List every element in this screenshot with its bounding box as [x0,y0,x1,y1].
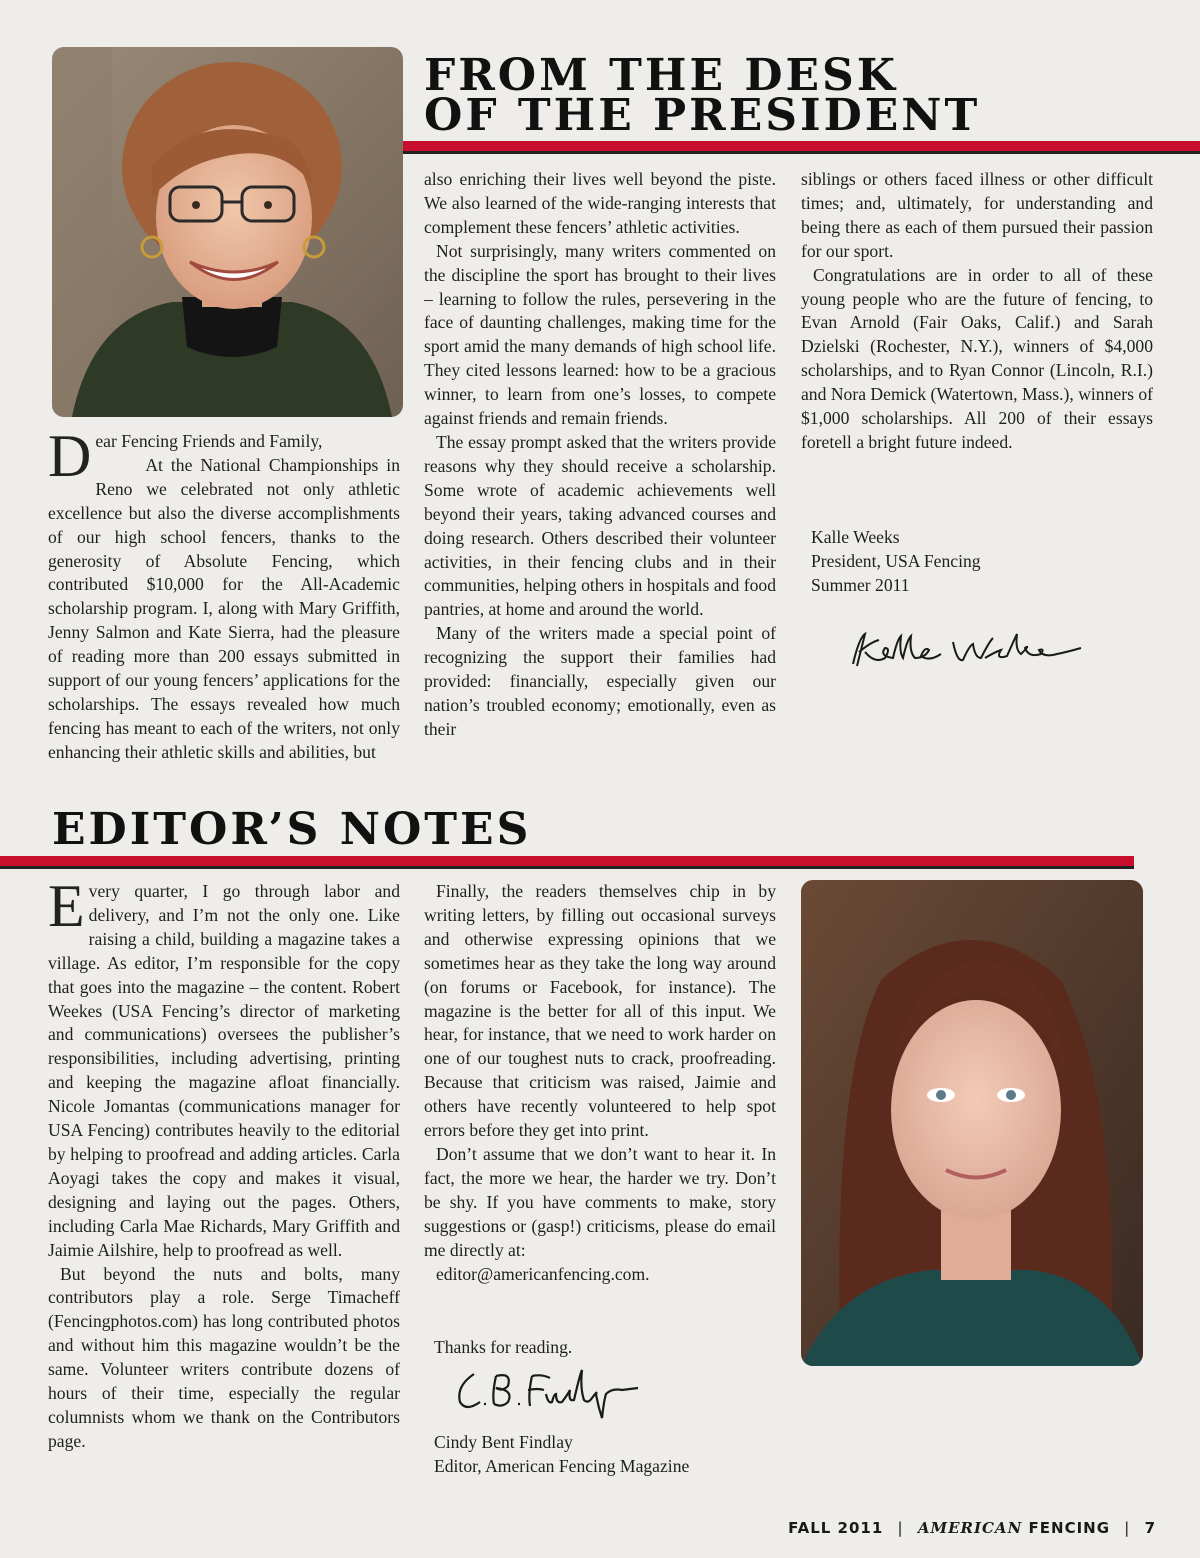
editor-thanks: Thanks for reading. [434,1337,573,1357]
editor-signoff [434,1430,689,1478]
president-paragraph-4: Many of the writers made a special point of recognizing the support their families had provided: financially, especially given our nation’s troubled economy; emotionally, even as their [424,623,776,739]
editor-signature-image [452,1364,642,1424]
page-footer [788,1519,1156,1537]
president-paragraph-2: Not surprisingly, many writers commented on the discipline the sport has brought to their lives – learning to follow the rules, persevering in the face of daunting challenges, making time for the sport amid the many demands of high school life. They cited lessons learned: how to be a gracious winner, to learn from one’s losses, to compete against friends and remain friends. [424,240,776,429]
editor-paragraph-1 [48,873,400,1263]
president-salutation [48,423,400,489]
president-signoff-title: President, USA Fencing [811,551,981,571]
editor-heading: EDITOR’S NOTES [52,804,532,855]
president-photo [52,47,403,417]
editor-column-1 [48,873,400,1454]
president-heading-rule [403,141,1200,151]
footer-brand-italic: AMERICAN [917,1519,1023,1537]
president-paragraph-3: The essay prompt asked that the writers provide reasons why they should receive a scholarship. Some wrote of academic achievements well beyond their years, taking advanced courses and doing research. Others described their volunteer activities, in their fencing clubs and in their communities, helping others in hospitals and food pantries, at home and around the world. [424,431,776,620]
president-column-3 [801,168,1153,455]
editor-paragraph-3: Finally, the readers themselves chip in by writing letters, by filling out occasional surveys and otherwise expressing opinions that we sometimes hear as they take the long way around (on forums or Facebook, for instance). The magazine is the better for all of this input. We hear, for instance, that we need to work harder on one of our toughest nuts to crack, proofreading. Because that criticism was raised, Jaimie and others have recently volunteered to help spot errors before they get into print. [424,881,776,1141]
editor-photo [801,880,1143,1366]
president-portrait-image [52,47,403,417]
editor-column-2 [424,880,776,1286]
president-paragraph-1: At the National Championships in Reno we celebrated not only athletic excellence but also the diverse accomplishments of our high school fencers, thanks to the generosity of Absolute Fencing, which contributed $10,000 for the All-Academic scholarship program. I, along with Mary Griffith, Jenny Salmon and Kate Sierra, had the pleasure of reading more than 200 essays submitted in support of our young fencers’ applications for the scholarships. The essays revealed how much fencing has meant to each of the writers, not only enhancing their athletic skills and abilities, but [48,454,400,762]
editor-paragraph-1-text: very quarter, I go through labor and delivery, and I’m not the only one. Like raising a child, building a magazine takes a village. As editor, I’m responsible for the copy that goes into the magazine – the content. Robert Weekes (USA Fencing’s director of marketing and communications) oversees the publisher’s responsibilities, including advertising, printing and keeping the magazine afloat financially. Nicole Jomantas (communications manager for USA Fencing) contributes heavily to the editorial by helping to proofread and adding articles. Carla Aoyagi takes the copy and makes it visual, designing and laying out the pages. Others, including Carla Mae Richards, Mary Griffith and Jaimie Ailshire, help to proofread as well. [48,881,400,1260]
president-signature-image [845,628,1085,674]
president-heading [424,50,1164,141]
president-signoff-date: Summer 2011 [811,575,910,595]
president-paragraph-1-cont: also enriching their lives well beyond the piste. We also learned of the wide-ranging interests that complement these fencers’ athletic activities. [424,169,776,237]
president-heading-line2: OF THE PRESIDENT [424,90,981,141]
editor-dropcap: E [48,873,85,939]
president-signature [845,628,1085,674]
president-paragraph-5: Congratulations are in order to all of these young people who are the future of fencing, to Evan Arnold (Fair Oaks, Calif.) and Sarah Dzielski (Rochester, N.Y.), winners of $4,000 scholarships, and to Ryan Connor (Lincoln, R.I.) and Nora Demick (Watertown, Mass.), winners of $1,000 scholarships. All 200 of their essays foretell a bright future indeed. [801,264,1153,452]
president-paragraph-4-cont: siblings or others faced illness or other difficult times; and, ultimately, for understanding and being there as each of them pursued their passion for our sport. [801,169,1153,261]
president-column-1 [48,423,400,765]
editor-paragraph-4: Don’t assume that we don’t want to hear it. In fact, the more we hear, the harder we try. Don’t be shy. If you have comments to make, story suggestions or (gasp!) criticisms, please do email me directly at: [424,1143,776,1260]
footer-separator-1: | [897,1519,904,1537]
footer-brand-rest: FENCING [1028,1519,1111,1537]
president-signoff-name: Kalle Weeks [811,527,900,547]
president-column-2 [424,168,776,742]
president-signoff [811,525,981,597]
editor-heading-rule [0,856,1134,866]
footer-separator-2: | [1124,1519,1131,1537]
editor-signature [452,1364,642,1424]
editor-signoff-title: Editor, American Fencing Magazine [434,1456,690,1476]
footer-issue: FALL 2011 [788,1519,884,1537]
editor-paragraph-2: But beyond the nuts and bolts, many contributors play a role. Serge Timacheff (Fencingphotos.com) has long contributed photos and without him this magazine wouldn’t be the same. Volunteer writers contribute dozens of hours of their time, especially the regular columnists whom we thank on the Contributors page. [48,1263,400,1451]
president-salutation-text: ear Fencing Friends and Family, [95,431,323,451]
footer-page-number: 7 [1144,1519,1156,1537]
president-dropcap: D [48,423,92,489]
editor-portrait-image [801,880,1143,1366]
president-heading-line1: FROM THE DESK [424,50,899,101]
editor-signoff-name: Cindy Bent Findlay [434,1432,573,1452]
editor-email: editor@americanfencing.com. [436,1263,650,1284]
